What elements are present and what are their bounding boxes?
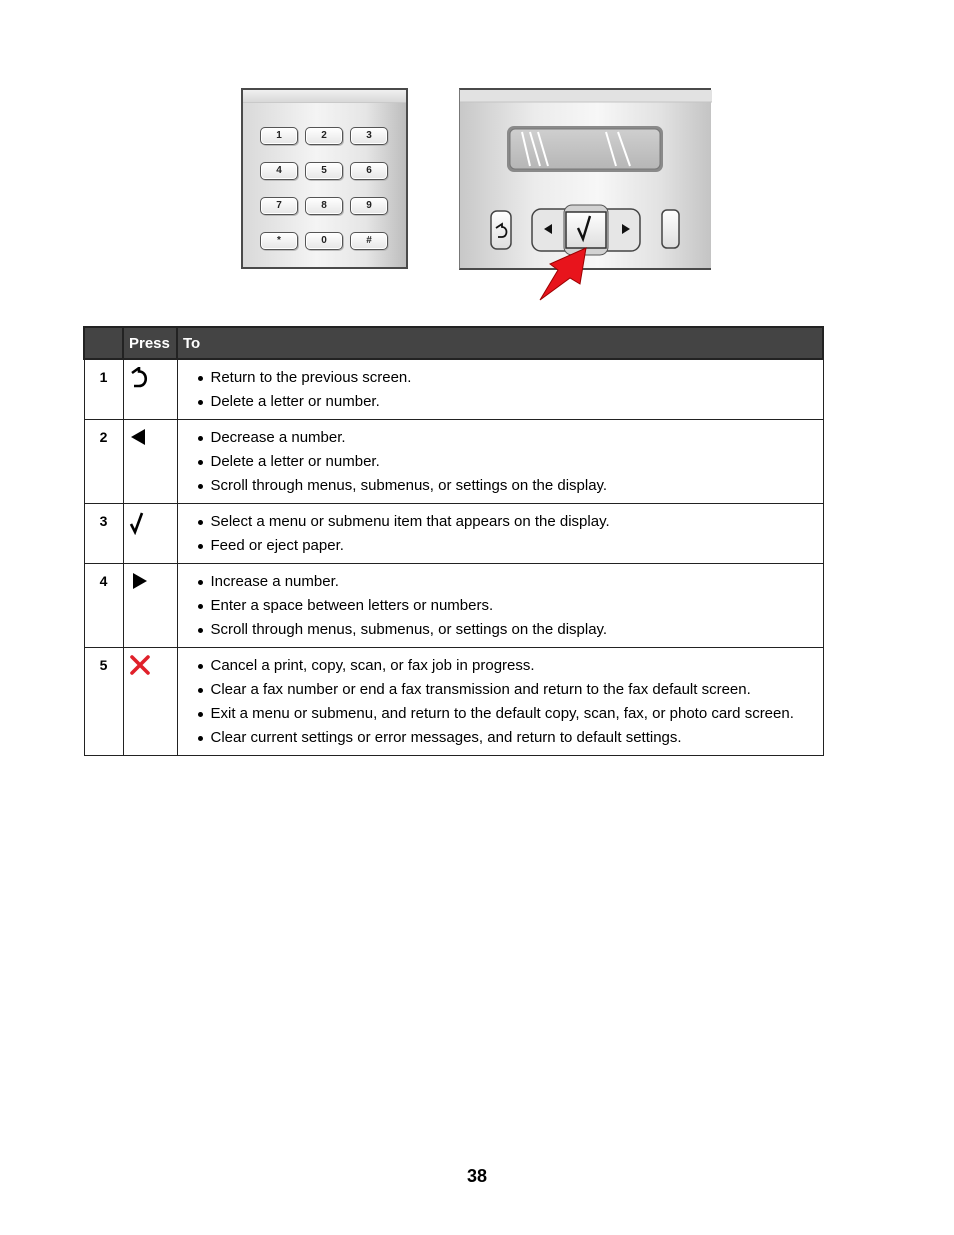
keypad-panel-sheen: [243, 90, 406, 103]
list-item: Scroll through menus, submenus, or settings on the display.: [178, 618, 823, 642]
list-item: Clear current settings or error messages, and return to default settings.: [178, 726, 823, 750]
table-row: [84, 359, 823, 420]
keypad-key-9: 9: [350, 197, 388, 215]
list-item: Scroll through menus, submenus, or settings on the display.: [178, 474, 823, 498]
list-item: Delete a letter or number.: [178, 450, 823, 474]
keypad-key-3: 3: [350, 127, 388, 145]
list-item: Feed or eject paper.: [178, 534, 823, 558]
header-to: To: [177, 327, 823, 359]
table-row: [84, 504, 823, 564]
keypad-key-4: 4: [260, 162, 298, 180]
row-number: 5: [84, 648, 123, 756]
list-item: Enter a space between letters or numbers.: [178, 594, 823, 618]
row-number: 4: [84, 564, 123, 648]
list-item: Increase a number.: [178, 570, 823, 594]
list-item: Return to the previous screen.: [178, 366, 823, 390]
keypad-key-1: 1: [260, 127, 298, 145]
keypad-key-hash: #: [350, 232, 388, 250]
panel-back-button: [491, 211, 511, 249]
header-press: Press: [123, 327, 177, 359]
button-function-table: [83, 326, 824, 756]
keypad-key-0: 0: [305, 232, 343, 250]
list-item: Clear a fax number or end a fax transmission and return to the fax default screen.: [178, 678, 823, 702]
row-number: 1: [84, 359, 123, 420]
list-item: Exit a menu or submenu, and return to the default copy, scan, fax, or photo card screen.: [178, 702, 823, 726]
list-item: Cancel a print, copy, scan, or fax job in progress.: [178, 654, 823, 678]
red-x-cancel-icon: [129, 655, 151, 675]
row-number: 3: [84, 504, 123, 564]
left-arrow-icon: [129, 427, 149, 447]
panel-top-ridge: [460, 90, 712, 102]
lcd-display: [507, 126, 663, 172]
table-row: [84, 420, 823, 504]
table-row: [84, 648, 823, 756]
row-number: 2: [84, 420, 123, 504]
keypad-key-2: 2: [305, 127, 343, 145]
header-number: [84, 327, 123, 359]
list-item: Decrease a number.: [178, 426, 823, 450]
right-arrow-icon: [129, 571, 149, 591]
table-row: [84, 564, 823, 648]
back-arrow-icon: [129, 367, 151, 391]
keypad-illustration: [241, 88, 408, 269]
list-item: Delete a letter or number.: [178, 390, 823, 414]
keypad-key-5: 5: [305, 162, 343, 180]
list-item: Select a menu or submenu item that appears on the display.: [178, 510, 823, 534]
keypad-key-8: 8: [305, 197, 343, 215]
checkmark-icon: [129, 511, 147, 535]
panel-stop-button: [662, 210, 679, 248]
red-pointer-arrow-icon: [530, 236, 594, 302]
page-number: 38: [466, 1166, 488, 1186]
table-header-row: [84, 327, 823, 359]
keypad-key-7: 7: [260, 197, 298, 215]
keypad-key-6: 6: [350, 162, 388, 180]
keypad-key-star: *: [260, 232, 298, 250]
